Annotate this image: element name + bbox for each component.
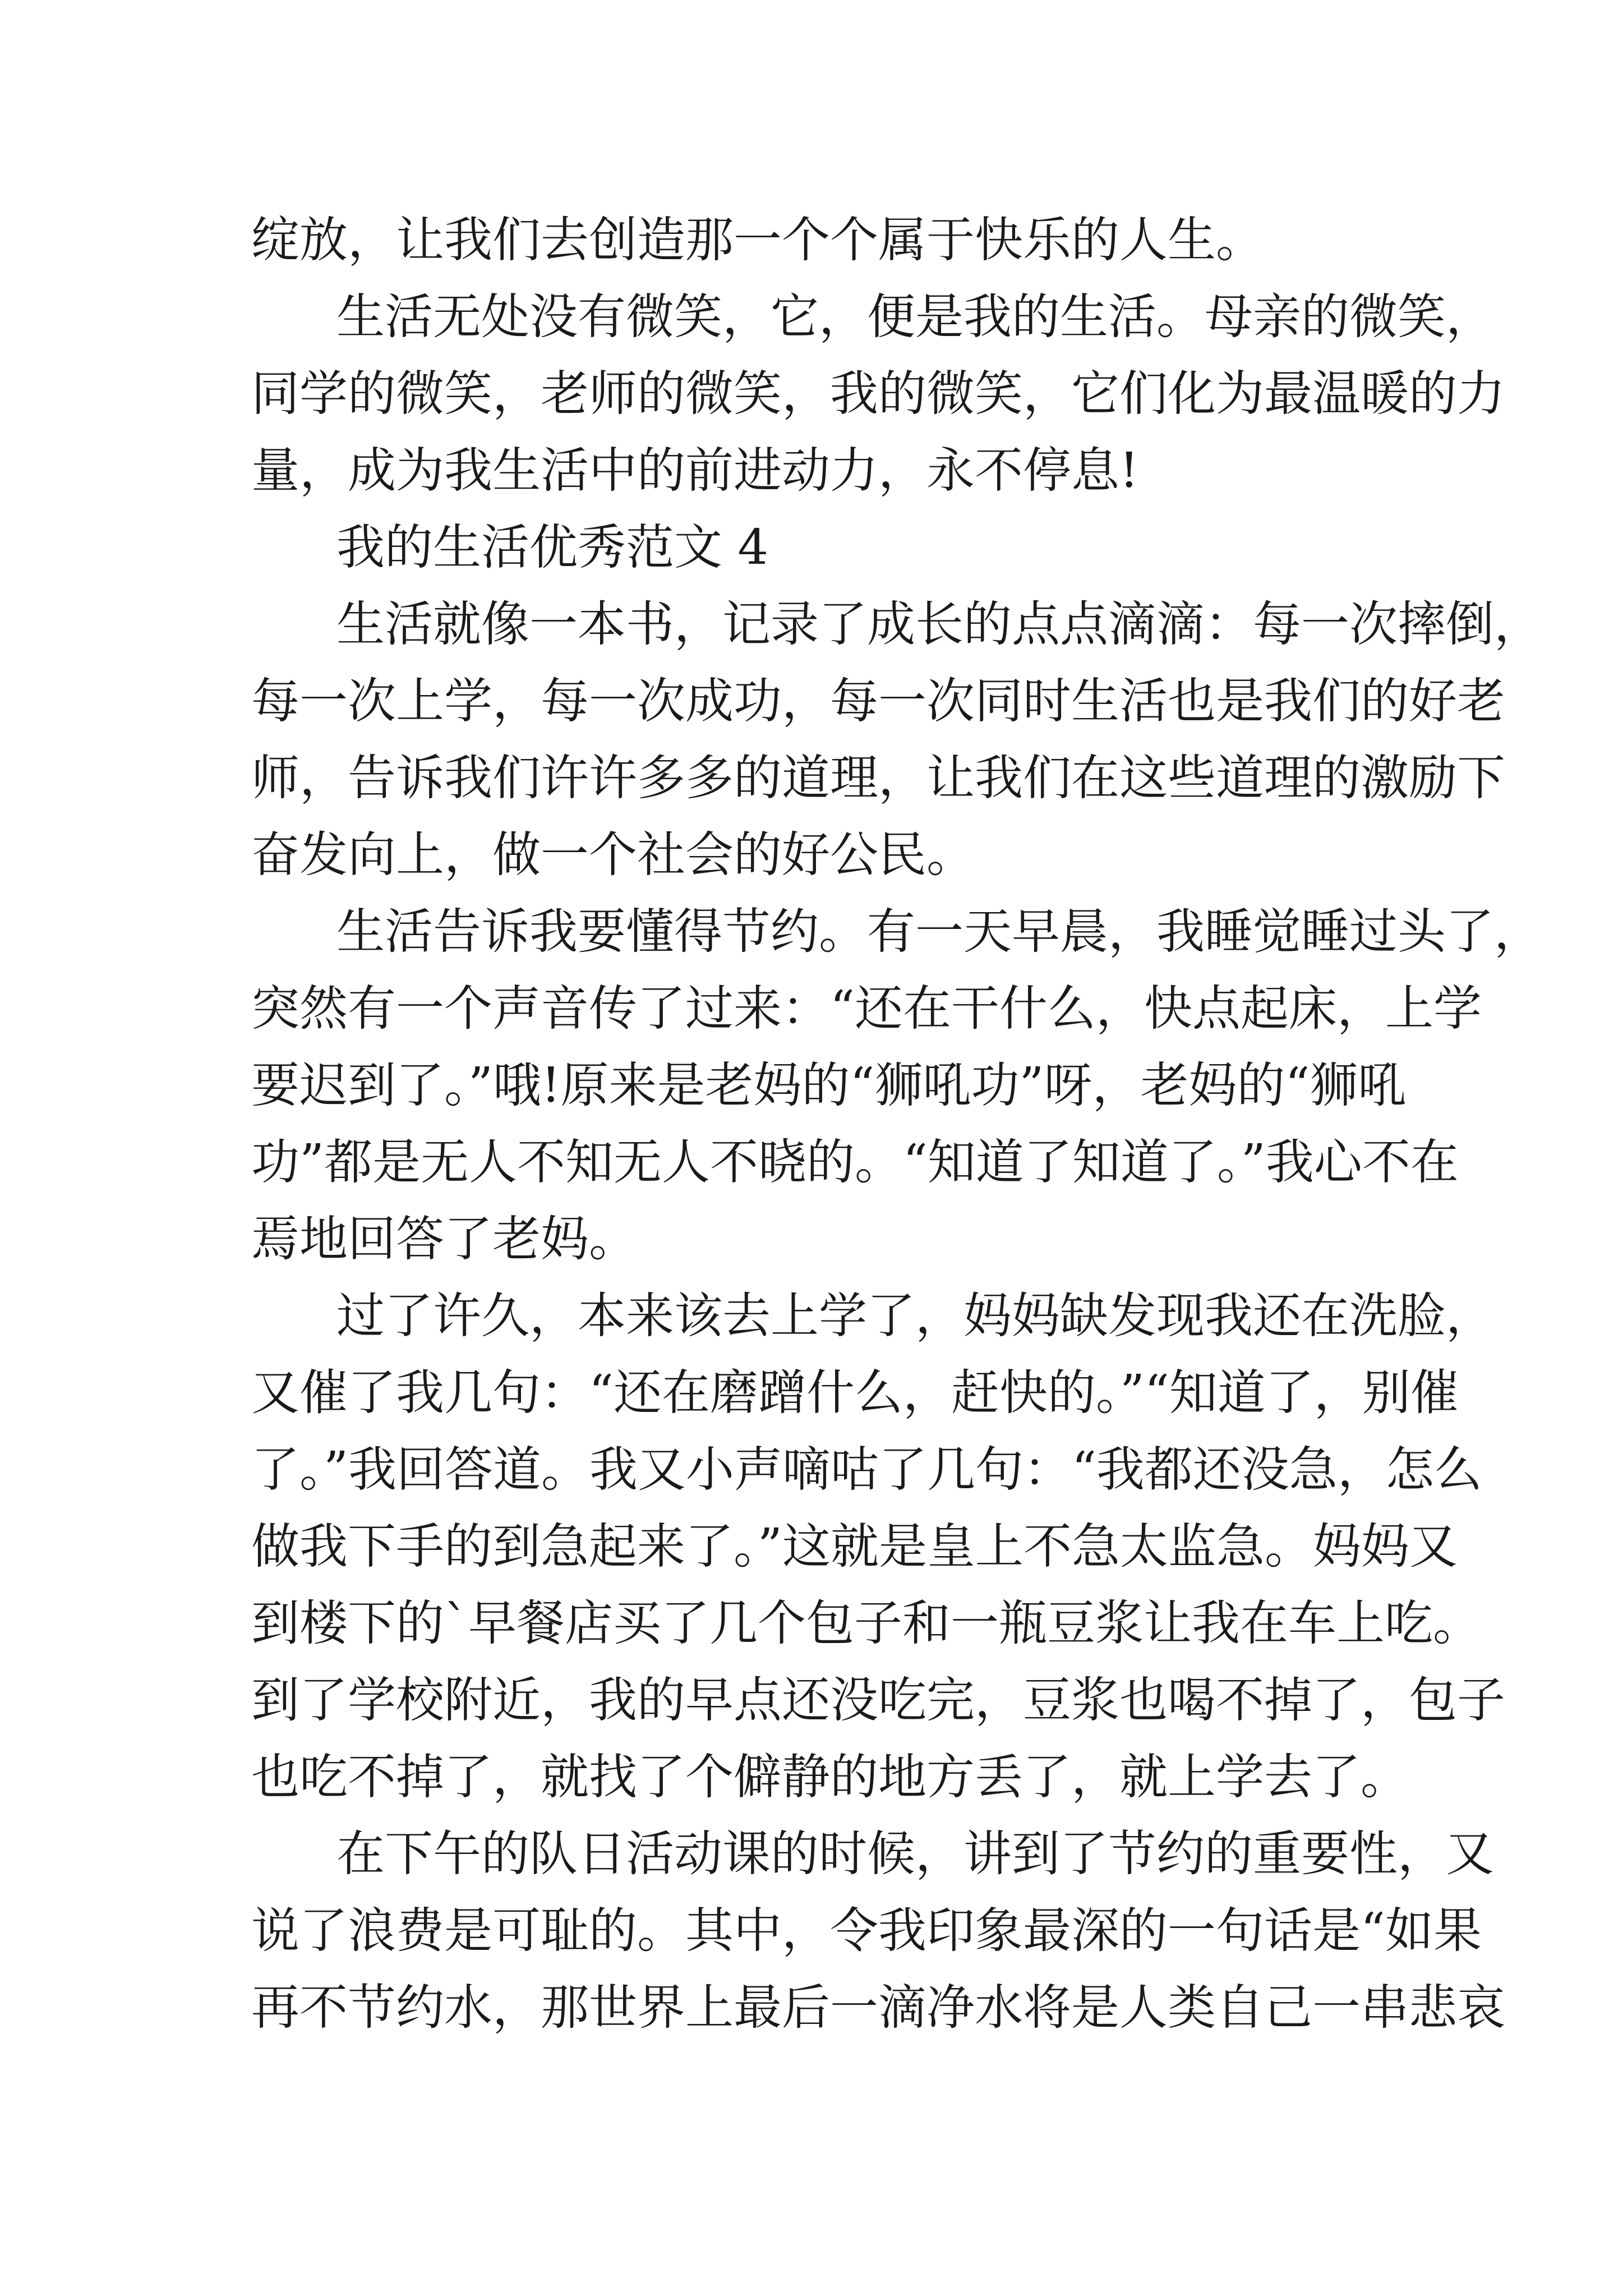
paragraph-line: 焉地回答了老妈。 — [251, 1211, 637, 1267]
paragraph-line: 功”都是无人不知无人不晓的。“知道了知道了。”我心不在 — [251, 1134, 1459, 1190]
paragraph-line: 每一次上学，每一次成功，每一次同时生活也是我们的好老 — [251, 673, 1505, 729]
paragraph-line: 绽放，让我们去创造那一个个属于快乐的人生。 — [251, 212, 1264, 268]
paragraph-line: 在下午的队日活动课的时候，讲到了节约的重要性，又 — [336, 1826, 1494, 1882]
paragraph-line: 同学的微笑，老师的微笑，我的微笑，它们化为最温暖的力 — [251, 366, 1505, 422]
paragraph-line: 奋发向上，做一个社会的好公民。 — [251, 827, 975, 883]
paragraph-line: 过了许久，本来该去上学了，妈妈缺发现我还在洗脸， — [336, 1288, 1494, 1344]
section-heading: 我的生活优秀范文 4 — [336, 519, 769, 576]
paragraph-line: 了。”我回答道。我又小声嘀咕了几句：“我都还没急，怎么 — [251, 1442, 1482, 1498]
paragraph-line: 到了学校附近，我的早点还没吃完，豆浆也喝不掉了，包子 — [251, 1672, 1505, 1728]
paragraph-line: 量，成为我生活中的前进动力，永不停息! — [251, 443, 1139, 499]
paragraph-line: 说了浪费是可耻的。其中，令我印象最深的一句话是“如果 — [251, 1903, 1482, 1959]
paragraph-line: 到楼下的`早餐店买了几个包子和一瓶豆浆让我在车上吃。 — [251, 1595, 1481, 1651]
paragraph-line: 突然有一个声音传了过来：“还在干什么，快点起床，上学 — [251, 981, 1482, 1037]
paragraph-line: 生活就像一本书，记录了成长的点点滴滴：每一次摔倒， — [336, 596, 1542, 652]
paragraph-line: 也吃不掉了，就找了个僻静的地方丢了，就上学去了。 — [251, 1749, 1409, 1805]
paragraph-line: 师，告诉我们许许多多的道理，让我们在这些道理的激励下 — [251, 750, 1505, 806]
paragraph-line: 做我下手的到急起来了。”这就是皇上不急太监急。妈妈又 — [251, 1519, 1458, 1575]
paragraph-line: 又催了我几句：“还在磨蹭什么，赶快的。”“知道了，别催 — [251, 1365, 1459, 1421]
paragraph-line: 再不节约水，那世界上最后一滴净水将是人类自己一串悲哀 — [251, 1980, 1505, 2036]
document-body — [251, 202, 1542, 2046]
paragraph-line: 生活告诉我要懂得节约。有一天早晨，我睡觉睡过头了， — [336, 904, 1542, 960]
paragraph-line: 生活无处没有微笑，它，便是我的生活。母亲的微笑， — [336, 289, 1494, 345]
paragraph-line: 要迟到了。”哦!原来是老妈的“狮吼功”呀，老妈的“狮吼 — [251, 1057, 1407, 1114]
